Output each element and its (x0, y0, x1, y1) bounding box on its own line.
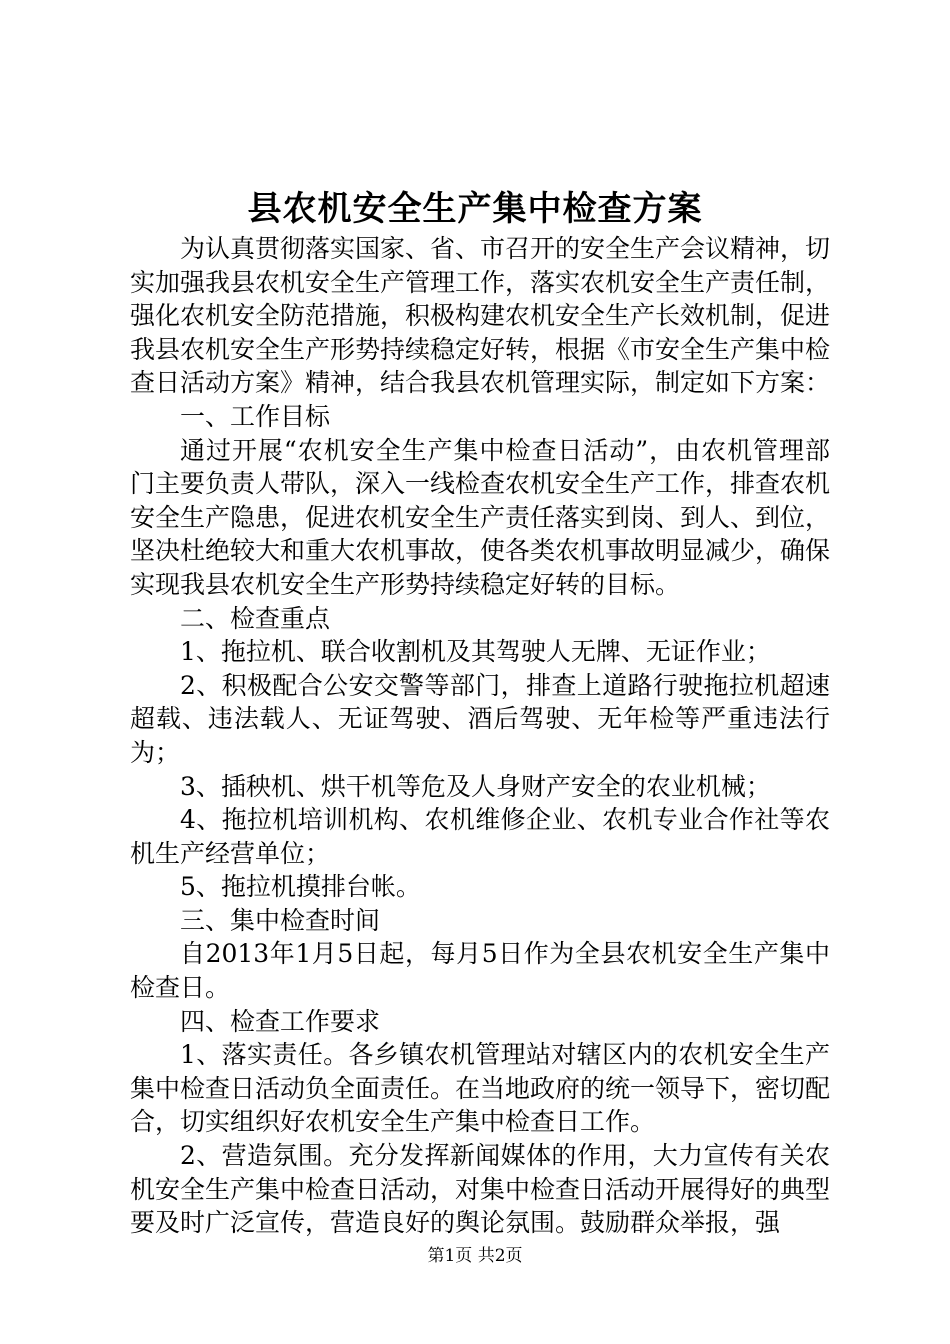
list-item: 4、拖拉机培训机构、农机维修企业、农机专业合作社等农机生产经营单位； (130, 805, 830, 868)
document-title: 县农机安全生产集中检查方案 (247, 189, 703, 229)
paragraph-intro: 为认真贯彻落实国家、省、市召开的安全生产会议精神，切实加强我县农机安全生产管理工作，落实农机安全生产责任制，强化农机安全防范措施，积极构建农机安全生产长效机制，促进我县农机安全生产形势持续稳定好转，根据《市安全生产集中检查日活动方案》精神，结合我县农机管理实际，制定如下方案： (130, 234, 831, 398)
list-item: 1、拖拉机、联合收割机及其驾驶人无牌、无证作业； (180, 637, 771, 667)
paragraph-goal: 通过开展“农机安全生产集中检查日活动”，由农机管理部门主要负责人带队，深入一线检查农机安全生产工作，排查农机安全生产隐患，促进农机安全生产责任落实到岗、到人、到位，坚决杜绝较大和重大农机事故，使各类农机事故明显减少，确保实现我县农机安全生产形势持续稳定好转的目标。 (130, 435, 831, 599)
paragraph-time: 自2013年1月5日起，每月5日作为全县农机安全生产集中检查日。 (130, 939, 830, 1003)
section-heading-4: 四、检查工作要求 (180, 1006, 381, 1036)
section-heading-1: 一、工作目标 (180, 401, 331, 431)
section-heading-3: 三、集中检查时间 (180, 905, 381, 935)
list-item: 2、营造氛围。充分发挥新闻媒体的作用，大力宣传有关农机安全生产集中检查日活动，对集中检查日活动开展得好的典型要及时广泛宣传，营造良好的舆论氛围。鼓励群众举报，强 (130, 1141, 831, 1238)
list-item: 2、积极配合公安交警等部门，排查上道路行驶拖拉机超速超载、违法载人、无证驾驶、酒后驾驶、无年检等严重违法行为； (130, 670, 830, 767)
list-item: 1、落实责任。各乡镇农机管理站对辖区内的农机安全生产集中检查日活动负全面责任。在当地政府的统一领导下，密切配合，切实组织好农机安全生产集中检查日工作。 (130, 1040, 831, 1137)
page-number: 第1页 共2页 (427, 1246, 523, 1266)
list-item: 5、拖拉机摸排台帐。 (180, 872, 421, 902)
list-item: 3、插秧机、烘干机等危及人身财产安全的农业机械； (180, 771, 771, 801)
section-heading-2: 二、检查重点 (180, 603, 331, 633)
document-body (130, 232, 830, 1240)
